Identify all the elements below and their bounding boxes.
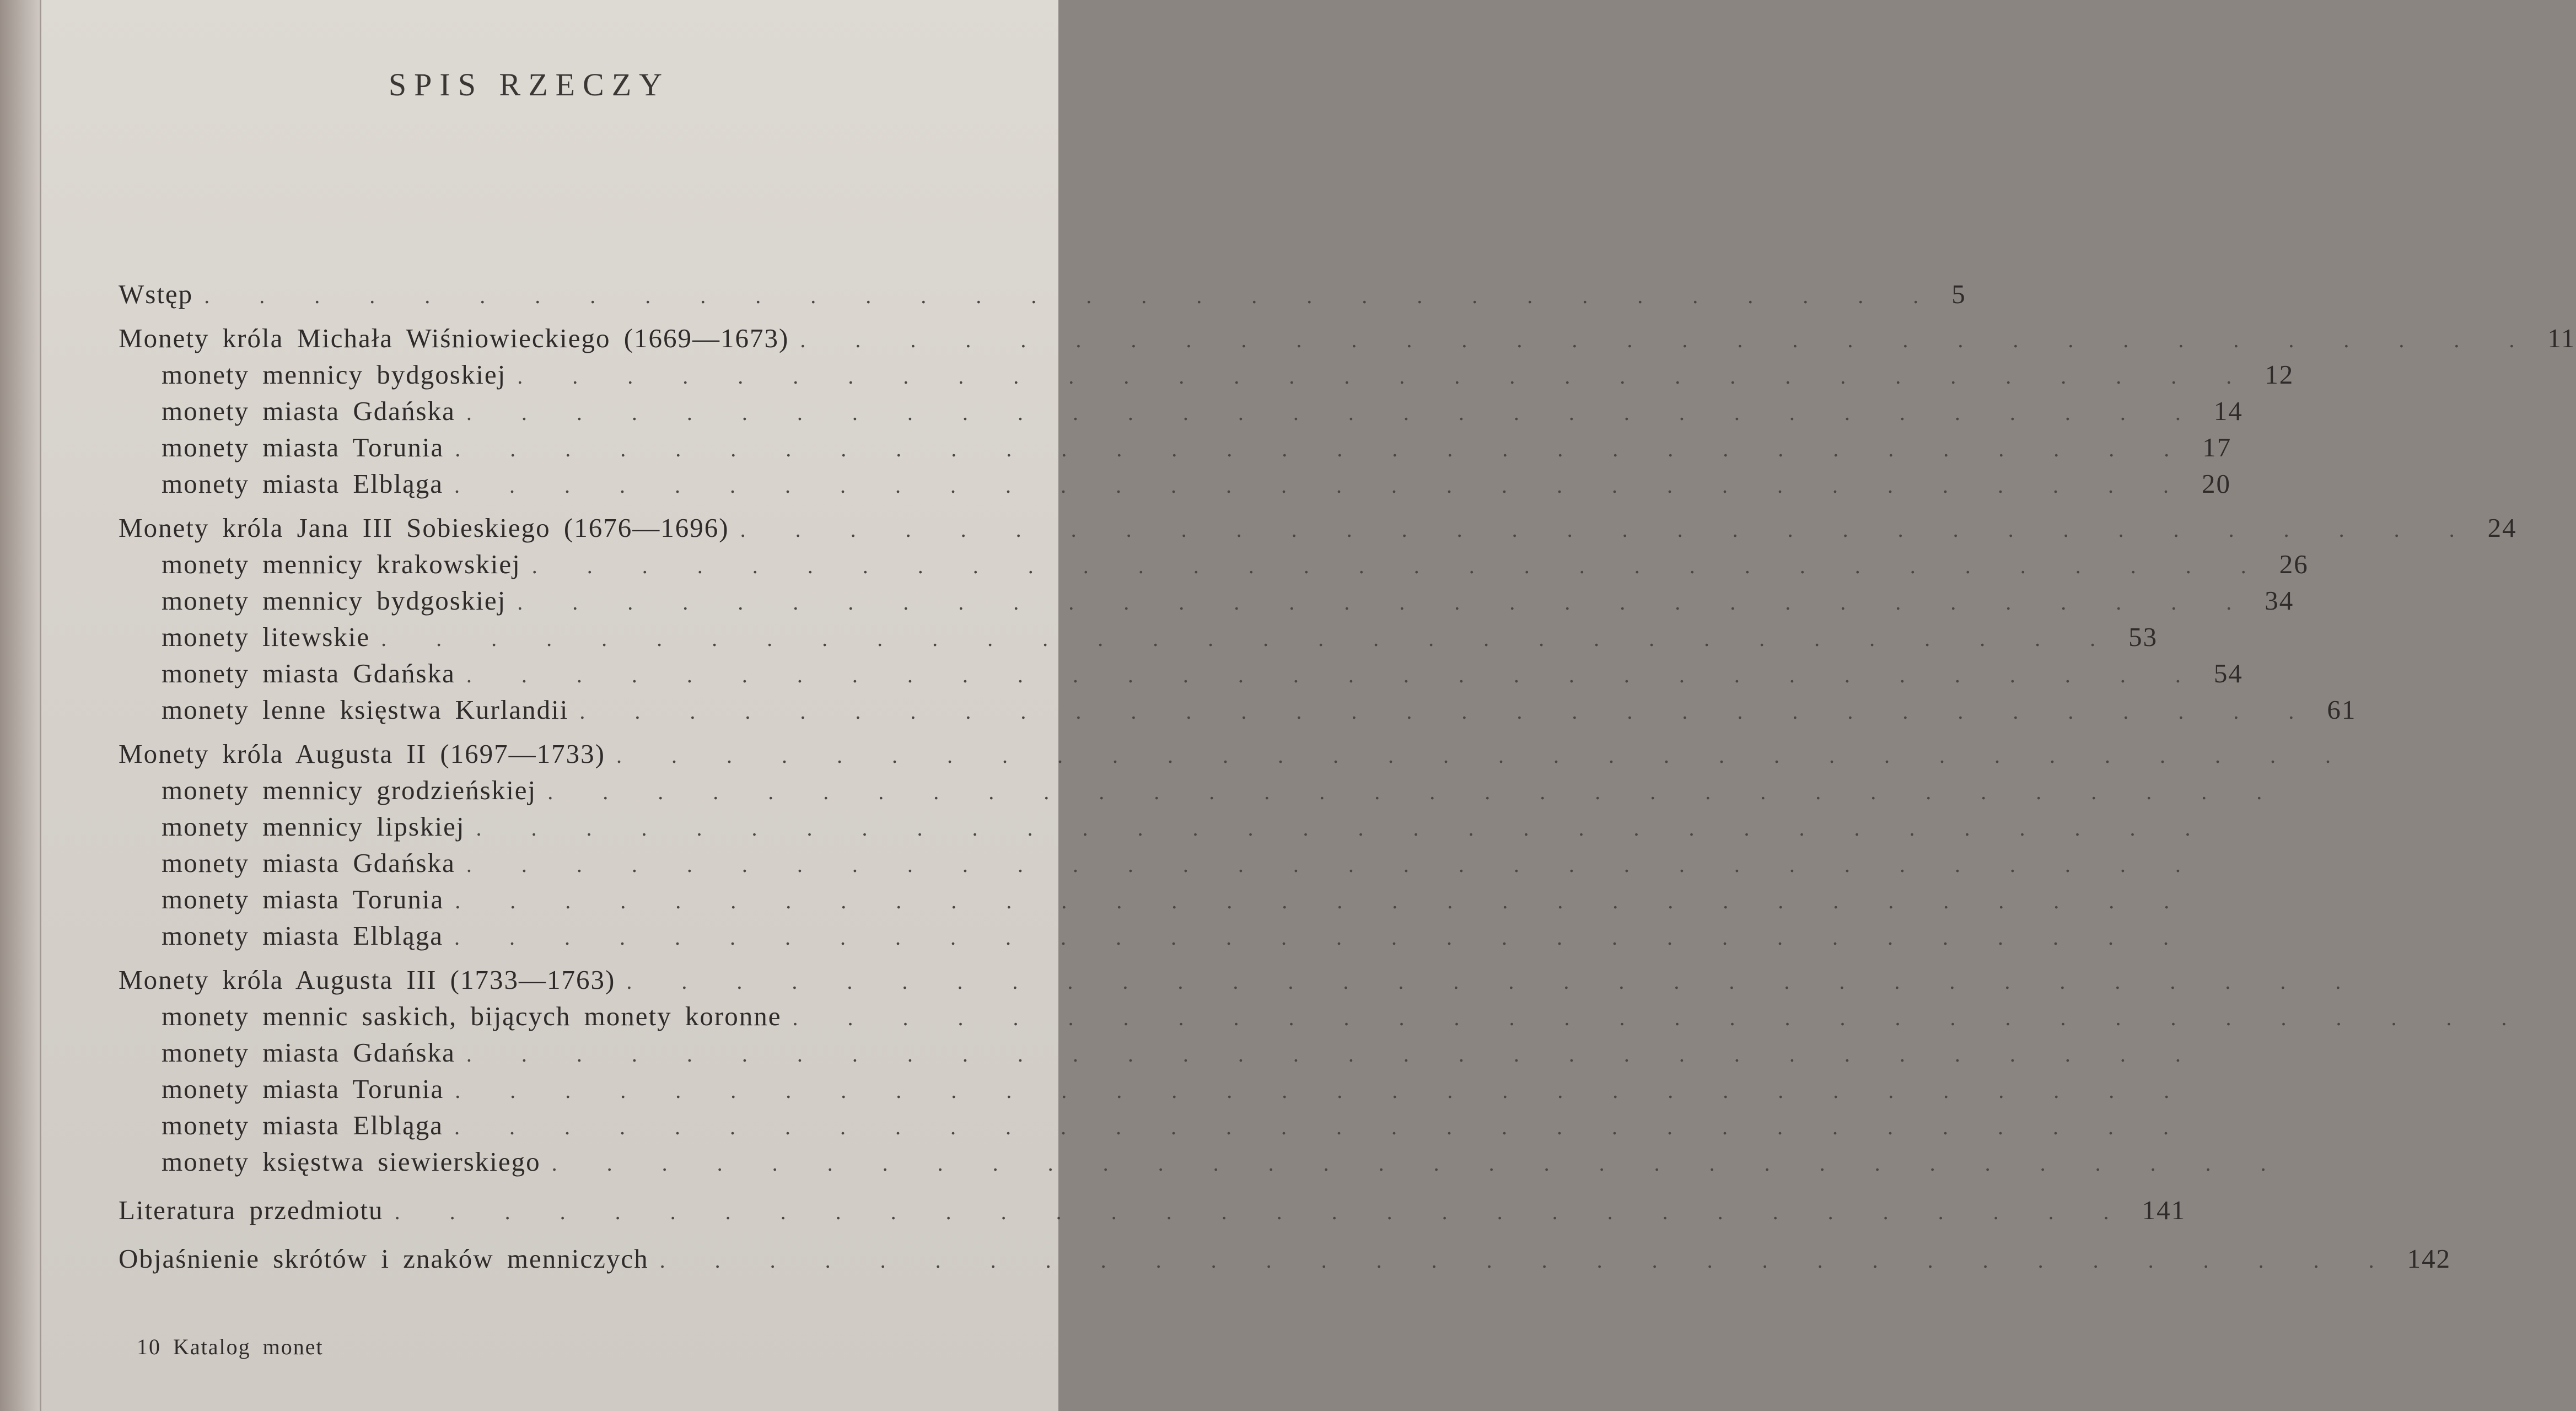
dot-leader: . . . . . . . . . . . . . . . . . . . . . . . . . . . . . . . . — [466, 1042, 2203, 1067]
toc-entry — [119, 1194, 2186, 1231]
toc-subentry — [119, 1000, 2529, 1037]
toc-entry-label: monety miasta Elbląga — [162, 468, 444, 499]
dot-leader: . . . . . . . . . . . . . . . . . . . . . . . . . . . . . . . . — [454, 925, 2191, 950]
toc-entry-label: Monety króla Michała Wiśniowieckiego (1669—1673) — [119, 323, 789, 353]
toc-entry — [119, 278, 1966, 315]
toc-subentry — [119, 1037, 2203, 1073]
toc-subentry — [119, 432, 2232, 468]
toc-entry-page: 61 — [2327, 694, 2357, 725]
dot-leader: . . . . . . . . . . . . . . . . . . . . . . . . . . . . . . . . — [394, 1199, 2131, 1224]
page-binding-edge — [0, 0, 40, 1411]
toc-entry-page: 11 — [2547, 323, 2576, 353]
toc-entry-page: 24 — [2487, 513, 2517, 543]
dot-leader: . . . . . . . . . . . . . . . . . . . . . . . . . . . . . . . . — [517, 590, 2254, 615]
toc-entry-label: monety mennicy grodzieńskiej — [162, 775, 537, 805]
toc-entry-label: monety lenne księstwa Kurlandii — [162, 694, 569, 725]
toc-entry-label: Literatura przedmiotu — [119, 1195, 384, 1225]
toc-entry-page: 26 — [2279, 549, 2309, 579]
footer-running-title: Katalog monet — [173, 1334, 324, 1359]
toc-subentry — [119, 621, 2158, 658]
dot-leader: . . . . . . . . . . . . . . . . . . . . . . . . . . . . . . . . — [204, 283, 1941, 308]
dot-leader: . . . . . . . . . . . . . . . . . . . . . . . . . . . . . . . . — [455, 888, 2192, 913]
toc-entry — [119, 512, 2517, 548]
toc-subentry — [119, 920, 2191, 956]
dot-leader: . . . . . . . . . . . . . . . . . . . . . . . . . . . . . . . . — [792, 1005, 2529, 1030]
dot-leader: . . . . . . . . . . . . . . . . . . . . . . . . . . . . . . . . — [454, 1114, 2191, 1139]
toc-entry-label: Objaśnienie skrótów i znaków menniczych — [119, 1243, 649, 1274]
toc-subentry — [119, 1110, 2191, 1146]
toc-entry-page: 53 — [2128, 622, 2158, 652]
toc-entry — [119, 738, 2353, 774]
dot-leader: . . . . . . . . . . . . . . . . . . . . . . . . . . . . . . . . — [531, 553, 2268, 578]
toc-entry-label: monety mennicy lipskiej — [162, 811, 465, 842]
toc-entry — [119, 322, 2576, 359]
toc-entry-label: monety mennicy bydgoskiej — [162, 585, 507, 616]
toc-entry-label: monety mennicy krakowskiej — [162, 549, 521, 579]
toc-subentry — [119, 585, 2294, 621]
toc-entry-label: monety miasta Gdańska — [162, 848, 455, 878]
toc-entry — [119, 1243, 2451, 1279]
toc-entry-label: Wstęp — [119, 279, 193, 309]
toc-subentry — [119, 548, 2309, 585]
toc-entry-page: 141 — [2142, 1195, 2186, 1225]
toc-entry-label: monety miasta Gdańska — [162, 658, 455, 688]
dot-leader: . . . . . . . . . . . . . . . . . . . . . . . . . . . . . . . . — [476, 816, 2213, 841]
toc-subentry — [119, 1073, 2192, 1110]
toc-entry-label: monety miasta Torunia — [162, 1074, 444, 1104]
toc-entry-page: 17 — [2202, 432, 2232, 462]
toc-subentry — [119, 395, 2243, 432]
toc-entry-label: monety księstwa siewierskiego — [162, 1146, 541, 1177]
dot-leader: . . . . . . . . . . . . . . . . . . . . . . . . . . . . . . . . — [517, 364, 2254, 389]
toc-entry-page: 14 — [2213, 396, 2243, 426]
dot-leader: . . . . . . . . . . . . . . . . . . . . . . . . . . . . . . . . — [616, 743, 2353, 768]
toc-entry-page: 34 — [2265, 585, 2294, 616]
dot-leader: . . . . . . . . . . . . . . . . . . . . . . . . . . . . . . . . — [551, 1151, 2288, 1176]
toc-subentry — [119, 774, 2284, 811]
toc-entry-label: monety mennic saskich, bijących monety koronne — [162, 1001, 782, 1031]
toc-entry-page: 142 — [2407, 1243, 2451, 1274]
dot-leader: . . . . . . . . . . . . . . . . . . . . . . . . . . . . . . . . — [659, 1248, 2396, 1273]
toc-subentry — [119, 359, 2294, 395]
dot-leader: . . . . . . . . . . . . . . . . . . . . . . . . . . . . . . . . — [466, 400, 2203, 425]
toc-entry-label: monety miasta Elbląga — [162, 1110, 444, 1140]
toc-subentry — [119, 847, 2203, 884]
dot-leader: . . . . . . . . . . . . . . . . . . . . . . . . . . . . . . . . — [800, 327, 2537, 352]
toc-entry-label: monety mennicy bydgoskiej — [162, 359, 507, 390]
table-of-contents — [119, 278, 2576, 1279]
toc-subentry — [119, 884, 2192, 920]
dot-leader: . . . . . . . . . . . . . . . . . . . . . . . . . . . . . . . . — [740, 517, 2477, 542]
toc-entry-page: 54 — [2213, 658, 2243, 688]
toc-entry-label: Monety króla Jana III Sobieskiego (1676—1696) — [119, 513, 729, 543]
dot-leader: . . . . . . . . . . . . . . . . . . . . . . . . . . . . . . . . — [455, 1078, 2192, 1103]
toc-entry-label: monety litewskie — [162, 622, 370, 652]
toc-entry-label: monety miasta Gdańska — [162, 396, 455, 426]
dot-leader: . . . . . . . . . . . . . . . . . . . . . . . . . . . . . . . . — [381, 626, 2118, 651]
toc-entry-label: monety miasta Gdańska — [162, 1037, 455, 1068]
toc-subentry — [119, 811, 2213, 847]
toc-entry-page: 12 — [2265, 359, 2294, 390]
dot-leader: . . . . . . . . . . . . . . . . . . . . . . . . . . . . . . . . — [454, 473, 2191, 498]
page-footer — [137, 1334, 324, 1360]
toc-entry-page: 5 — [1951, 279, 1966, 309]
dot-leader: . . . . . . . . . . . . . . . . . . . . . . . . . . . . . . . . — [455, 437, 2192, 461]
dot-leader: . . . . . . . . . . . . . . . . . . . . . . . . . . . . . . . . — [579, 699, 2316, 724]
toc-entry-page: 20 — [2202, 468, 2231, 499]
dot-leader: . . . . . . . . . . . . . . . . . . . . . . . . . . . . . . . . — [466, 663, 2203, 687]
toc-entry-label: monety miasta Elbląga — [162, 920, 444, 951]
toc-entry-label: monety miasta Torunia — [162, 432, 444, 462]
toc-entry-label: Monety króla Augusta III (1733—1763) — [119, 965, 616, 995]
dot-leader: . . . . . . . . . . . . . . . . . . . . . . . . . . . . . . . . — [466, 852, 2203, 877]
toc-entry-label: monety miasta Torunia — [162, 884, 444, 914]
toc-entry — [119, 964, 2363, 1000]
toc-subentry — [119, 658, 2243, 694]
toc-subentry — [119, 1146, 2288, 1182]
toc-subentry — [119, 468, 2231, 504]
dot-leader: . . . . . . . . . . . . . . . . . . . . . . . . . . . . . . . . — [547, 779, 2284, 804]
toc-subentry — [119, 694, 2357, 730]
toc-entry-label: Monety króla Augusta II (1697—1733) — [119, 739, 605, 769]
page-title: SPIS RZECZY — [388, 67, 670, 103]
dot-leader: . . . . . . . . . . . . . . . . . . . . . . . . . . . . . . . . — [626, 969, 2363, 994]
footer-page-number: 10 — [137, 1334, 161, 1359]
